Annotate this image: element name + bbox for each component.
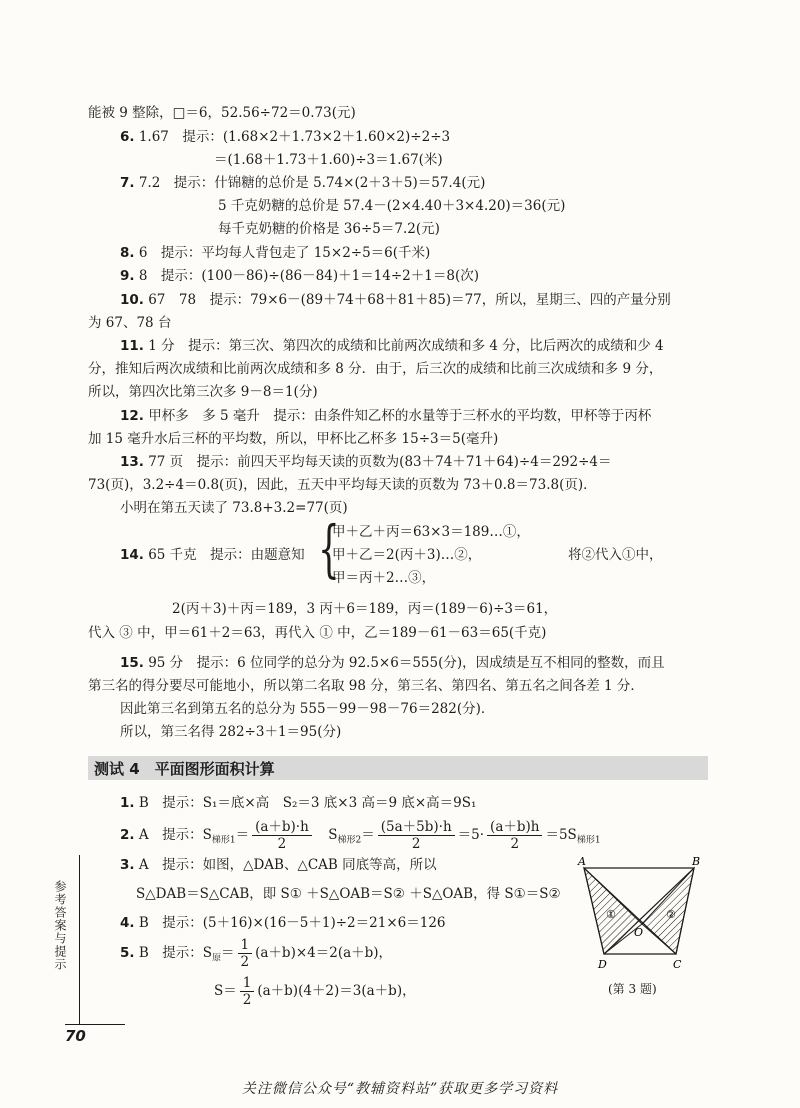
- text-line: B 提示：S₁＝底×高 S₂＝3 底×3 高＝9 底×高＝9S₁: [134, 795, 477, 811]
- text-line: 7.2 提示：什锦糖的总价是 5.74×(2＋3＋5)＝57.4(元): [134, 175, 486, 191]
- text-line: (a＋b)×4＝2(a＋b)，: [255, 945, 393, 961]
- test4-answer-1: [120, 793, 476, 813]
- system-eq-1: 甲＋乙＋丙＝63×3＝189…①，: [332, 524, 530, 540]
- text-line: 1 分 提示：第三次、第四次的成绩和比前两次成绩和多 4 分，比后两次的成绩和少 4: [143, 338, 664, 354]
- fraction: [378, 819, 455, 852]
- question-number: 3.: [120, 857, 135, 873]
- label-region-2: ②: [666, 908, 676, 921]
- text-line: 小明在第五天读了 73.8+3.2=77(页): [120, 500, 348, 516]
- question-number: 15.: [120, 655, 144, 671]
- section-title: 测试 4 平面图形面积计算: [94, 760, 275, 778]
- text-line: 能被 9 整除，□＝6，52.56÷72＝0.73(元): [88, 105, 356, 121]
- text-line: 第三名的得分要尽可能地小，所以第二名取 98 分，第三名、第四名、第五名之间各差 1 分．: [88, 678, 644, 694]
- subscript: 梯形1: [211, 835, 236, 846]
- text-line: 为 67、78 台: [88, 315, 172, 331]
- test4-answer-4: [120, 913, 446, 933]
- denominator: 2: [277, 836, 287, 852]
- text-line: ＝(1.68＋1.73＋1.60)÷3＝1.67(米): [214, 152, 443, 168]
- answer-7: [120, 173, 485, 193]
- subscript: 原: [212, 953, 222, 964]
- fraction: [240, 975, 255, 1008]
- text-line: 将②代入①中，: [568, 547, 663, 563]
- text-line: 8 提示：(100－86)÷(86－84)＋1＝14÷2＋1＝8(次): [134, 268, 479, 284]
- fraction: [252, 819, 312, 852]
- text-line: B 提示：(5＋16)×(16－5＋1)÷2＝21×6＝126: [134, 915, 446, 931]
- numerator: (a＋b)h: [487, 819, 542, 836]
- text-line: A 提示：S: [134, 827, 212, 843]
- text-line: A 提示：如图，△DAB、△CAB 同底等高，所以: [134, 857, 437, 873]
- answer-9: [120, 266, 479, 286]
- page-number: 70: [65, 1024, 125, 1045]
- denominator: 2: [510, 836, 520, 852]
- text-line: 分，推知后两次成绩和比前两次成绩和多 8 分．由于，后三次的成绩和比前三次成绩和多 9 分，: [88, 361, 663, 377]
- text-line: (a＋b)(4＋2)＝3(a＋b)，: [257, 983, 416, 999]
- label-d: D: [598, 958, 607, 971]
- text-line: 代入 ③ 中，甲＝61＋2＝63，再代入 ① 中，乙＝189－61－63＝65(千克): [88, 625, 547, 641]
- numerator: 1: [238, 937, 253, 954]
- question-number: 2.: [120, 827, 135, 843]
- label-b: B: [692, 856, 701, 868]
- numerator: 1: [240, 975, 255, 992]
- text-line: S＝: [214, 983, 237, 999]
- text-line: ＝: [361, 827, 375, 843]
- denominator: 2: [242, 992, 252, 1008]
- question-number: 4.: [120, 915, 135, 931]
- trapezoid-figure: [576, 856, 706, 976]
- test4-answer-3: [120, 855, 437, 875]
- denominator: 2: [411, 836, 421, 852]
- question-number: 11.: [120, 338, 144, 354]
- text-line: 1.67 提示：(1.68×2＋1.73×2＋1.60×2)÷2÷3: [134, 129, 451, 145]
- question-number: 13.: [120, 454, 144, 470]
- system-eq-3: 甲＝丙＋2…③，: [332, 570, 436, 586]
- answer-6: [120, 127, 450, 147]
- fraction: [238, 937, 253, 970]
- text-line: ＝: [221, 945, 235, 961]
- label-region-1: ①: [606, 908, 616, 921]
- question-number: 9.: [120, 268, 135, 284]
- text-line: 95 分 提示：6 位同学的总分为 92.5×6＝555(分)，因成绩是互不相同的整数，而且: [143, 655, 665, 671]
- text-line: 73(页)，3.2÷4＝0.8(页)，因此，五天中平均每天读的页数为 73＋0.8＝73.8(页)．: [88, 477, 597, 493]
- text-line: ＝: [235, 827, 250, 843]
- text-line: S: [314, 827, 338, 843]
- question-number: 8.: [120, 245, 135, 261]
- footer-note: 关注微信公众号“教辅资料站”获取更多学习资料: [241, 1081, 559, 1097]
- text-line: 甲杯多 多 5 毫升 提示：由条件知乙杯的水量等于三杯水的平均数，甲杯等于丙杯: [143, 408, 652, 424]
- text-line: 5 千克奶糖的总价是 57.4－(2×4.40＋3×4.20)＝36(元): [218, 198, 566, 214]
- question-number: 14.: [120, 547, 144, 563]
- text-line: 所以，第三名得 282÷3＋1＝95(分): [120, 724, 342, 740]
- question-number: 7.: [120, 175, 135, 191]
- text-line: 6 提示：平均每人背包走了 15×2÷5＝6(千米): [134, 245, 431, 261]
- text-line: ＝5·: [457, 827, 485, 843]
- text-line: S△DAB＝S△CAB，即 S① ＋S△OAB＝S② ＋S△OAB，得 S①＝S②: [136, 886, 561, 902]
- text-line: 2(丙＋3)＋丙＝189，3 丙＋6＝189，丙＝(189－6)÷3＝61，: [172, 601, 558, 617]
- text-line: 65 千克 提示：由题意知: [143, 547, 305, 563]
- test4-answer-5: [120, 936, 392, 976]
- denominator: 2: [240, 954, 250, 970]
- label-c: C: [673, 958, 682, 971]
- answer-11: [120, 336, 664, 356]
- question-number: 1.: [120, 795, 135, 811]
- subscript: 梯形1: [576, 835, 601, 846]
- brace: {: [318, 512, 340, 585]
- question-number: 6.: [120, 129, 135, 145]
- figure-caption: (第 3 题): [608, 982, 657, 996]
- text-line: 67 78 提示：79×6－(89＋74＋68＋81＋85)＝77，所以，星期三、四的产量分别: [143, 292, 671, 308]
- question-number: 5.: [120, 945, 135, 961]
- system-eq-2: 甲＋乙＝2(丙＋3)…②，: [332, 547, 482, 563]
- subscript: 梯形2: [337, 835, 362, 846]
- text-line: ＝5S: [545, 827, 577, 843]
- answer-10: [120, 290, 671, 310]
- answer-14: [120, 545, 305, 565]
- text-line: 每千克奶糖的价格是 36÷5＝7.2(元): [218, 221, 440, 237]
- text-line: 所以，第四次比第三次多 9－8＝1(分): [88, 384, 318, 400]
- answer-15: [120, 653, 665, 673]
- numerator: (5a＋5b)·h: [378, 819, 455, 836]
- question-number: 12.: [120, 408, 144, 424]
- answer-12: [120, 406, 651, 426]
- test4-answer-2: [120, 818, 601, 858]
- text-line: 因此第三名到第五名的总分为 555－99－98－76＝282(分)．: [120, 701, 495, 717]
- sidebar-label: 参考答案与提示: [53, 880, 67, 971]
- numerator: (a＋b)·h: [252, 819, 312, 836]
- answer-8: [120, 243, 430, 263]
- answer-13: [120, 452, 612, 472]
- text-line: 77 页 提示：前四天平均每天读的页数为(83＋74＋71＋64)÷4＝292÷4＝: [143, 454, 612, 470]
- text-line: B 提示：S: [134, 945, 212, 961]
- text-line: [214, 974, 416, 1008]
- text-line: 加 15 毫升水后三杯的平均数，所以，甲杯比乙杯多 15÷3＝5(毫升): [88, 431, 499, 447]
- label-o: O: [634, 926, 644, 939]
- label-a: A: [578, 856, 586, 868]
- question-number: 10.: [120, 292, 144, 308]
- fraction: [487, 819, 542, 852]
